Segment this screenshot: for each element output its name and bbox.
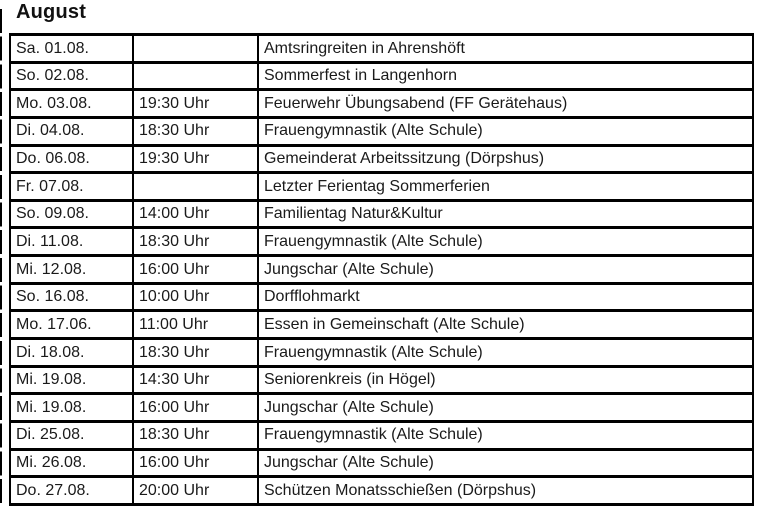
table-row xyxy=(10,117,753,145)
table-row xyxy=(10,283,753,311)
time-cell: 14:30 Uhr xyxy=(133,366,258,394)
time-cell: 10:00 Uhr xyxy=(133,283,258,311)
table-row xyxy=(10,90,753,118)
table-row xyxy=(10,366,753,394)
event-cell: Jungschar (Alte Schule) xyxy=(258,449,753,477)
event-cell: Schützen Monatsschießen (Dörpshus) xyxy=(258,477,753,505)
table-row xyxy=(10,35,753,63)
event-cell: Sommerfest in Langenhorn xyxy=(258,62,753,90)
table-row xyxy=(10,477,753,505)
event-cell: Frauengymnastik (Alte Schule) xyxy=(258,228,753,256)
table-row xyxy=(10,311,753,339)
event-cell: Seniorenkreis (in Högel) xyxy=(258,366,753,394)
date-cell: So. 09.08. xyxy=(10,200,133,228)
date-cell: Mi. 26.08. xyxy=(10,449,133,477)
table-row xyxy=(10,449,753,477)
page-title: August xyxy=(16,1,87,23)
event-cell: Jungschar (Alte Schule) xyxy=(258,394,753,422)
table-row xyxy=(10,145,753,173)
date-cell: So. 16.08. xyxy=(10,283,133,311)
page-edge-artifact xyxy=(0,9,2,503)
table-row xyxy=(10,394,753,422)
date-cell: Di. 25.08. xyxy=(10,421,133,449)
time-cell: 18:30 Uhr xyxy=(133,339,258,367)
date-cell: Mi. 12.08. xyxy=(10,256,133,284)
time-cell xyxy=(133,35,258,63)
time-cell: 16:00 Uhr xyxy=(133,256,258,284)
date-cell: Mo. 03.08. xyxy=(10,90,133,118)
event-cell: Amtsringreiten in Ahrenshöft xyxy=(258,35,753,63)
event-cell: Feuerwehr Übungsabend (FF Gerätehaus) xyxy=(258,90,753,118)
time-cell: 16:00 Uhr xyxy=(133,449,258,477)
time-cell: 14:00 Uhr xyxy=(133,200,258,228)
time-cell: 18:30 Uhr xyxy=(133,228,258,256)
time-cell xyxy=(133,173,258,201)
date-cell: Mo. 17.06. xyxy=(10,311,133,339)
time-cell: 18:30 Uhr xyxy=(133,117,258,145)
date-cell: Fr. 07.08. xyxy=(10,173,133,201)
date-cell: Mi. 19.08. xyxy=(10,394,133,422)
time-cell: 18:30 Uhr xyxy=(133,421,258,449)
event-cell: Gemeinderat Arbeitssitzung (Dörpshus) xyxy=(258,145,753,173)
date-cell: So. 02.08. xyxy=(10,62,133,90)
table-row xyxy=(10,339,753,367)
event-cell: Frauengymnastik (Alte Schule) xyxy=(258,339,753,367)
events-table-body xyxy=(10,35,753,505)
event-cell: Letzter Ferientag Sommerferien xyxy=(258,173,753,201)
table-row xyxy=(10,62,753,90)
date-cell: Mi. 19.08. xyxy=(10,366,133,394)
time-cell: 19:30 Uhr xyxy=(133,90,258,118)
date-cell: Do. 06.08. xyxy=(10,145,133,173)
date-cell: Di. 11.08. xyxy=(10,228,133,256)
date-cell: Sa. 01.08. xyxy=(10,35,133,63)
table-row xyxy=(10,228,753,256)
time-cell: 20:00 Uhr xyxy=(133,477,258,505)
event-cell: Frauengymnastik (Alte Schule) xyxy=(258,117,753,145)
table-row xyxy=(10,421,753,449)
event-cell: Familientag Natur&Kultur xyxy=(258,200,753,228)
table-row xyxy=(10,200,753,228)
time-cell: 19:30 Uhr xyxy=(133,145,258,173)
event-cell: Dorfflohmarkt xyxy=(258,283,753,311)
time-cell: 11:00 Uhr xyxy=(133,311,258,339)
time-cell: 16:00 Uhr xyxy=(133,394,258,422)
events-table xyxy=(9,33,754,506)
event-cell: Jungschar (Alte Schule) xyxy=(258,256,753,284)
date-cell: Di. 04.08. xyxy=(10,117,133,145)
date-cell: Do. 27.08. xyxy=(10,477,133,505)
date-cell: Di. 18.08. xyxy=(10,339,133,367)
event-cell: Essen in Gemeinschaft (Alte Schule) xyxy=(258,311,753,339)
table-row xyxy=(10,256,753,284)
table-row xyxy=(10,173,753,201)
time-cell xyxy=(133,62,258,90)
event-cell: Frauengymnastik (Alte Schule) xyxy=(258,421,753,449)
